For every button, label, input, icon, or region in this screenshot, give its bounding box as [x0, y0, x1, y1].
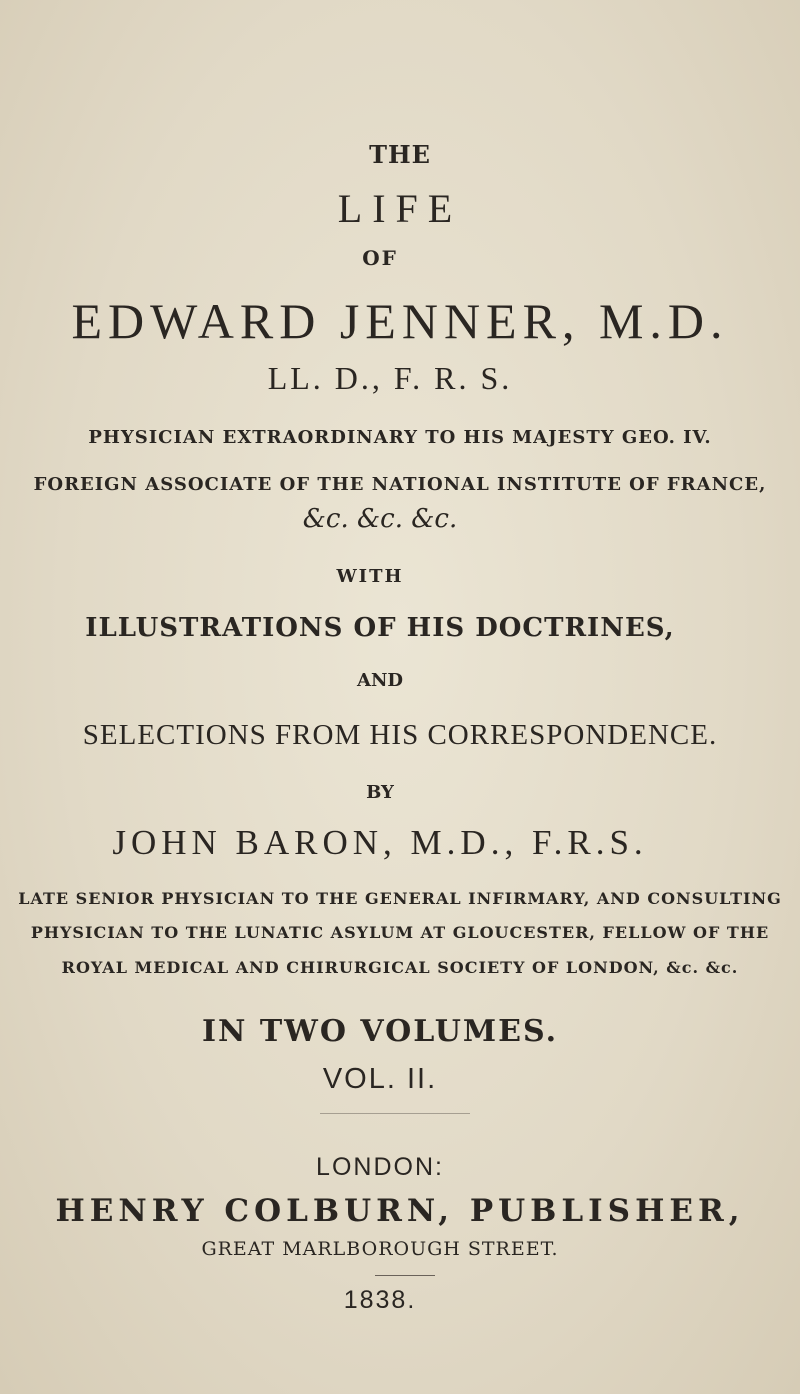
subtitle-illustrations: ILLUSTRATIONS OF HIS DOCTRINES, [85, 613, 675, 643]
heading-life: LIFE [337, 186, 463, 231]
volume-number: VOL. II. [322, 1063, 438, 1095]
imprint-year: 1838. [343, 1286, 417, 1314]
subject-degrees: LL. D., F. R. S. [267, 360, 513, 396]
heading-the: THE [369, 140, 431, 169]
etcetera: &c. &c. &c. [302, 504, 458, 534]
author-description-line-2: PHYSICIAN TO THE LUNATIC ASYLUM AT GLOUCESTER, FELLOW OF THE [30, 923, 770, 942]
connector-by: BY [366, 782, 394, 803]
imprint-city: LONDON: [316, 1153, 444, 1181]
author-name: JOHN BARON, M.D., F.R.S. [112, 823, 648, 862]
subject-name: EDWARD JENNER, M.D. [71, 293, 729, 349]
subtitle-selections: SELECTIONS FROM HIS CORRESPONDENCE. [82, 719, 718, 751]
subject-foreign-associate: FOREIGN ASSOCIATE OF THE NATIONAL INSTITUTE OF FRANCE, [33, 474, 767, 495]
imprint-publisher: HENRY COLBURN, PUBLISHER, [55, 1193, 745, 1229]
subject-position: PHYSICIAN EXTRAORDINARY TO HIS MAJESTY GEO. IV. [88, 427, 712, 448]
connector-with: WITH [336, 566, 404, 587]
divider-rule [320, 1113, 470, 1114]
connector-and: AND [356, 670, 404, 691]
divider-rule-short [375, 1275, 435, 1276]
author-description-line-3: ROYAL MEDICAL AND CHIRURGICAL SOCIETY OF LONDON, &c. &c. [61, 958, 739, 977]
volumes-note: IN TWO VOLUMES. [201, 1014, 559, 1049]
author-description-line-1: LATE SENIOR PHYSICIAN TO THE GENERAL INFIRMARY, AND CONSULTING [18, 889, 782, 908]
imprint-street: GREAT MARLBOROUGH STREET. [201, 1238, 559, 1260]
heading-of: OF [362, 246, 398, 270]
